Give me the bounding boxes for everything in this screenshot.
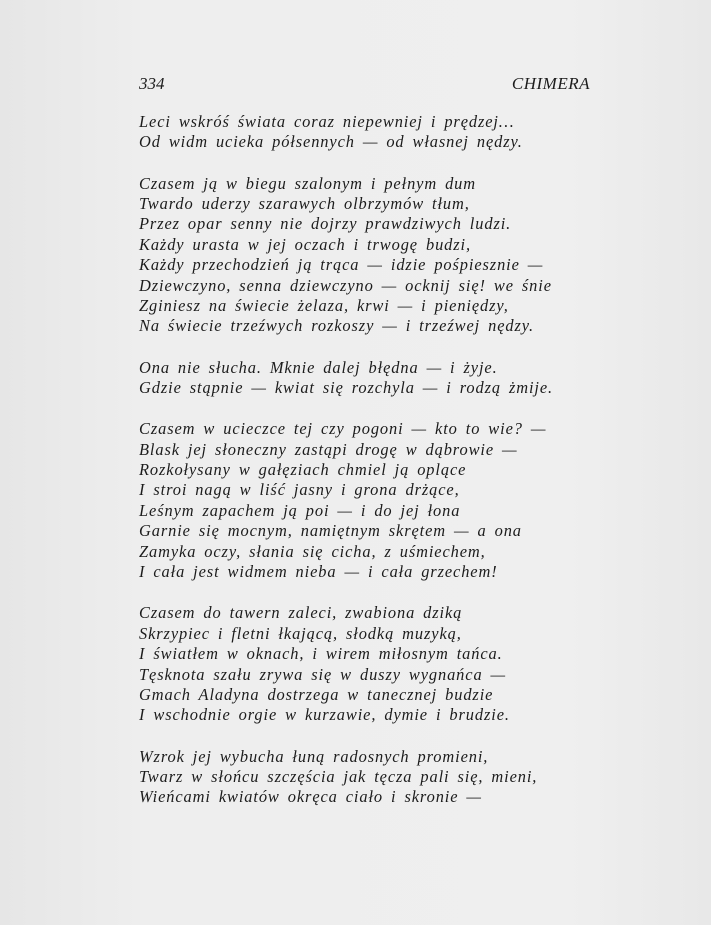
verse-line: Dziewczyno, senna dziewczyno — ocknij się! we śnie	[139, 275, 552, 295]
verse-line: Od widm ucieka półsennych — od własnej nędzy.	[139, 132, 523, 152]
running-title: CHIMERA	[511, 74, 590, 93]
stanza	[139, 358, 553, 399]
stanza	[139, 174, 553, 337]
verse-line: Leśnym zapachem ją poi — i do jej łona	[139, 500, 461, 520]
verse-line: Rozkołysany w gałęziach chmiel ją oplące	[139, 460, 467, 480]
verse-line: Zginiesz na świecie żelaza, krwi — i pieniędzy,	[139, 296, 509, 316]
verse-line: Wzrok jej wybucha łuną radosnych promieni,	[139, 746, 489, 766]
verse-line: I wschodnie orgie w kurzawie, dymie i brudzie.	[139, 705, 510, 725]
verse-line: Na świecie trzeźwych rozkoszy — i trzeźwej nędzy.	[139, 316, 535, 336]
verse-line: Leci wskróś świata coraz niepewniej i prędzej…	[139, 112, 515, 131]
verse-line: Skrzypiec i fletni łkającą, słodką muzyką,	[139, 623, 462, 643]
stanza	[139, 112, 553, 153]
poem-text	[139, 112, 553, 829]
verse-line: Gmach Aladyna dostrzega w tanecznej budzie	[139, 684, 494, 704]
verse-line: Ona nie słucha. Mknie dalej błędna — i żyje.	[139, 357, 498, 377]
verse-line: Każdy urasta w jej oczach i trwogę budzi,	[139, 234, 471, 254]
verse-line: I stroi nagą w liść jasny i grona drżące,	[139, 480, 460, 500]
verse-line: Garnie się mocnym, namiętnym skrętem — a ona	[139, 521, 522, 541]
verse-line: Czasem w ucieczce tej czy pogoni — kto to wie? —	[139, 419, 547, 439]
page-number: 334	[139, 74, 165, 93]
verse-line: Wieńcami kwiatów okręca ciało i skronie —	[139, 787, 482, 807]
verse-line: Przez opar senny nie dojrzy prawdziwych ludzi.	[139, 214, 512, 234]
verse-line: Tęsknota szału zrywa się w duszy wygnańca —	[139, 664, 507, 684]
stanza	[139, 603, 553, 725]
stanza	[139, 747, 553, 808]
verse-line: Twardo uderzy szarawych olbrzymów tłum,	[139, 194, 470, 214]
verse-line: Blask jej słoneczny zastąpi drogę w dąbrowie —	[139, 439, 518, 459]
verse-line: Czasem do tawern zaleci, zwabiona dziką	[139, 603, 463, 623]
verse-line: I światłem w oknach, i wirem miłosnym tańca.	[139, 644, 503, 664]
verse-line: Każdy przechodzień ją trąca — idzie pośpiesznie —	[139, 255, 544, 275]
verse-line: Twarz w słońcu szczęścia jak tęcza pali się, mieni,	[139, 766, 538, 786]
stanza	[139, 419, 553, 582]
verse-line: Gdzie stąpnie — kwiat się rozchyla — i rodzą żmije.	[139, 378, 554, 398]
verse-line: Czasem ją w biegu szalonym i pełnym dum	[139, 173, 476, 193]
verse-line: Zamyka oczy, słania się cicha, z uśmiechem,	[139, 541, 486, 561]
verse-line: I cała jest widmem nieba — i cała grzechem!	[139, 562, 498, 582]
